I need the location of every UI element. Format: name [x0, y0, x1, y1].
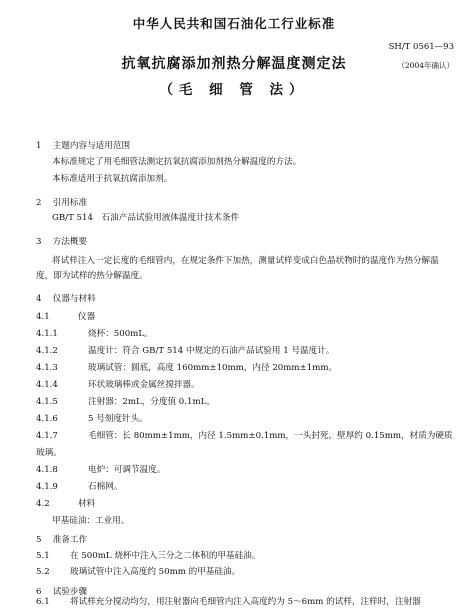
clause-4-2 [36, 499, 95, 510]
clause-4-1-5 [36, 397, 215, 408]
section-title: 方法概要 [52, 237, 88, 247]
clause-number: 4.1.6 [36, 414, 58, 424]
clause-continuation: 玻璃。 [36, 448, 62, 458]
section-title: 准备工作 [52, 535, 88, 545]
clause-5-2 [36, 567, 240, 578]
clause-number: 4.1.9 [36, 482, 58, 492]
clause-text: 在 500mL 烧杯中注入三分之二体积的甲基硅油。 [70, 551, 261, 561]
clause-number: 4.1.2 [36, 346, 58, 356]
clause-number: 4.2 [36, 499, 50, 509]
section-3-heading [36, 235, 87, 247]
clause-4-1 [36, 312, 95, 323]
section-number: 5 [36, 535, 42, 545]
clause-text: 烧杯：500mL。 [88, 329, 153, 339]
clause-number: 4.1.8 [36, 465, 58, 475]
clause-4-1-3 [36, 363, 337, 374]
standard-edition: （2004年确认） [397, 61, 454, 70]
standard-code: SH/T 0561—93 [388, 42, 454, 52]
section-number: 3 [36, 237, 42, 247]
section-title: 仪器与材料 [52, 294, 96, 304]
clause-number: 4.1.3 [36, 363, 58, 373]
clause-text: 毛细管：长 80mm±1mm，内径 1.5mm±0.1mm，一头封死，壁厚约 0.15mm，材质为硬质 [88, 431, 453, 441]
section-title: 试验步骤 [52, 587, 88, 597]
section-number: 6 [36, 587, 42, 597]
clause-5-1 [36, 551, 260, 562]
paragraph: 将试样注入一定长度的毛细管内，在规定条件下加热，测量试样变成白色晶状物时的温度作为热分解温度，即为试样的热分解温度。 [36, 256, 439, 281]
clause-text: 石棉网。 [88, 482, 123, 492]
section-5-heading [36, 533, 87, 545]
section-title: 主题内容与适用范围 [52, 141, 131, 151]
clause-text: 玻璃试管中注入高度约 50mm 的甲基硅油。 [70, 567, 241, 577]
clause-4-1-6 [36, 414, 148, 425]
clause-number: 4.1.1 [36, 329, 58, 339]
clause-number: 5.1 [36, 551, 50, 561]
clause-text: 将试样充分搅动均匀，用注射器向毛细管内注入高度约为 5～6mm 的试样，注样时，注射器 [70, 597, 421, 607]
clause-text: 温度计：符合 GB/T 514 中规定的石油产品试验用 1 号温度计。 [88, 346, 335, 356]
clause-4-1-7 [36, 431, 453, 442]
clause-4-1-9 [36, 482, 122, 493]
paragraph: 本标准规定了用毛细管法测定抗氧抗腐添加剂热分解温度的方法。 [52, 157, 302, 167]
section-number: 1 [36, 141, 42, 151]
clause-number: 6.1 [36, 597, 50, 607]
section-number: 2 [36, 198, 42, 208]
clause-number: 4.1.7 [36, 431, 58, 441]
clause-number: 4.1 [36, 312, 50, 322]
clause-text: 仪器 [78, 312, 96, 322]
paragraph: 本标准适用于抗氧抗腐添加剂。 [52, 174, 173, 184]
clause-text: 环状玻璃棒或金属丝搅拌器。 [88, 380, 200, 390]
clause-number: 4.1.5 [36, 397, 58, 407]
section-4-heading [36, 292, 96, 304]
section-1-heading [36, 139, 130, 151]
document-subtitle: （毛 细 管 法） [159, 82, 309, 98]
clause-number: 5.2 [36, 567, 50, 577]
paragraph: GB/T 514 石油产品试验用液体温度计技术条件 [52, 213, 240, 223]
clause-4-1-1 [36, 329, 153, 340]
document-title: 抗氧抗腐添加剂热分解温度测定法 [121, 56, 347, 72]
clause-text: 材料 [78, 499, 96, 509]
paragraph: 甲基硅油：工业用。 [52, 516, 130, 526]
section-number: 4 [36, 294, 42, 304]
clause-text: 注射器：2mL，分度值 0.1mL。 [88, 397, 215, 407]
clause-4-1-4 [36, 380, 200, 391]
section-6-heading [36, 585, 87, 597]
clause-4-1-8 [36, 465, 165, 476]
clause-text: 电炉：可调节温度。 [88, 465, 166, 475]
section-2-heading [36, 196, 87, 208]
clause-4-1-2 [36, 346, 334, 357]
section-title: 引用标准 [52, 198, 88, 208]
clause-text: 玻璃试管：圆底，高度 160mm±10mm，内径 20mm±1mm。 [88, 363, 338, 373]
clause-number: 4.1.4 [36, 380, 58, 390]
standard-organization: 中华人民共和国石油化工行业标准 [132, 16, 336, 31]
clause-text: 5 号刻度针头。 [88, 414, 148, 424]
